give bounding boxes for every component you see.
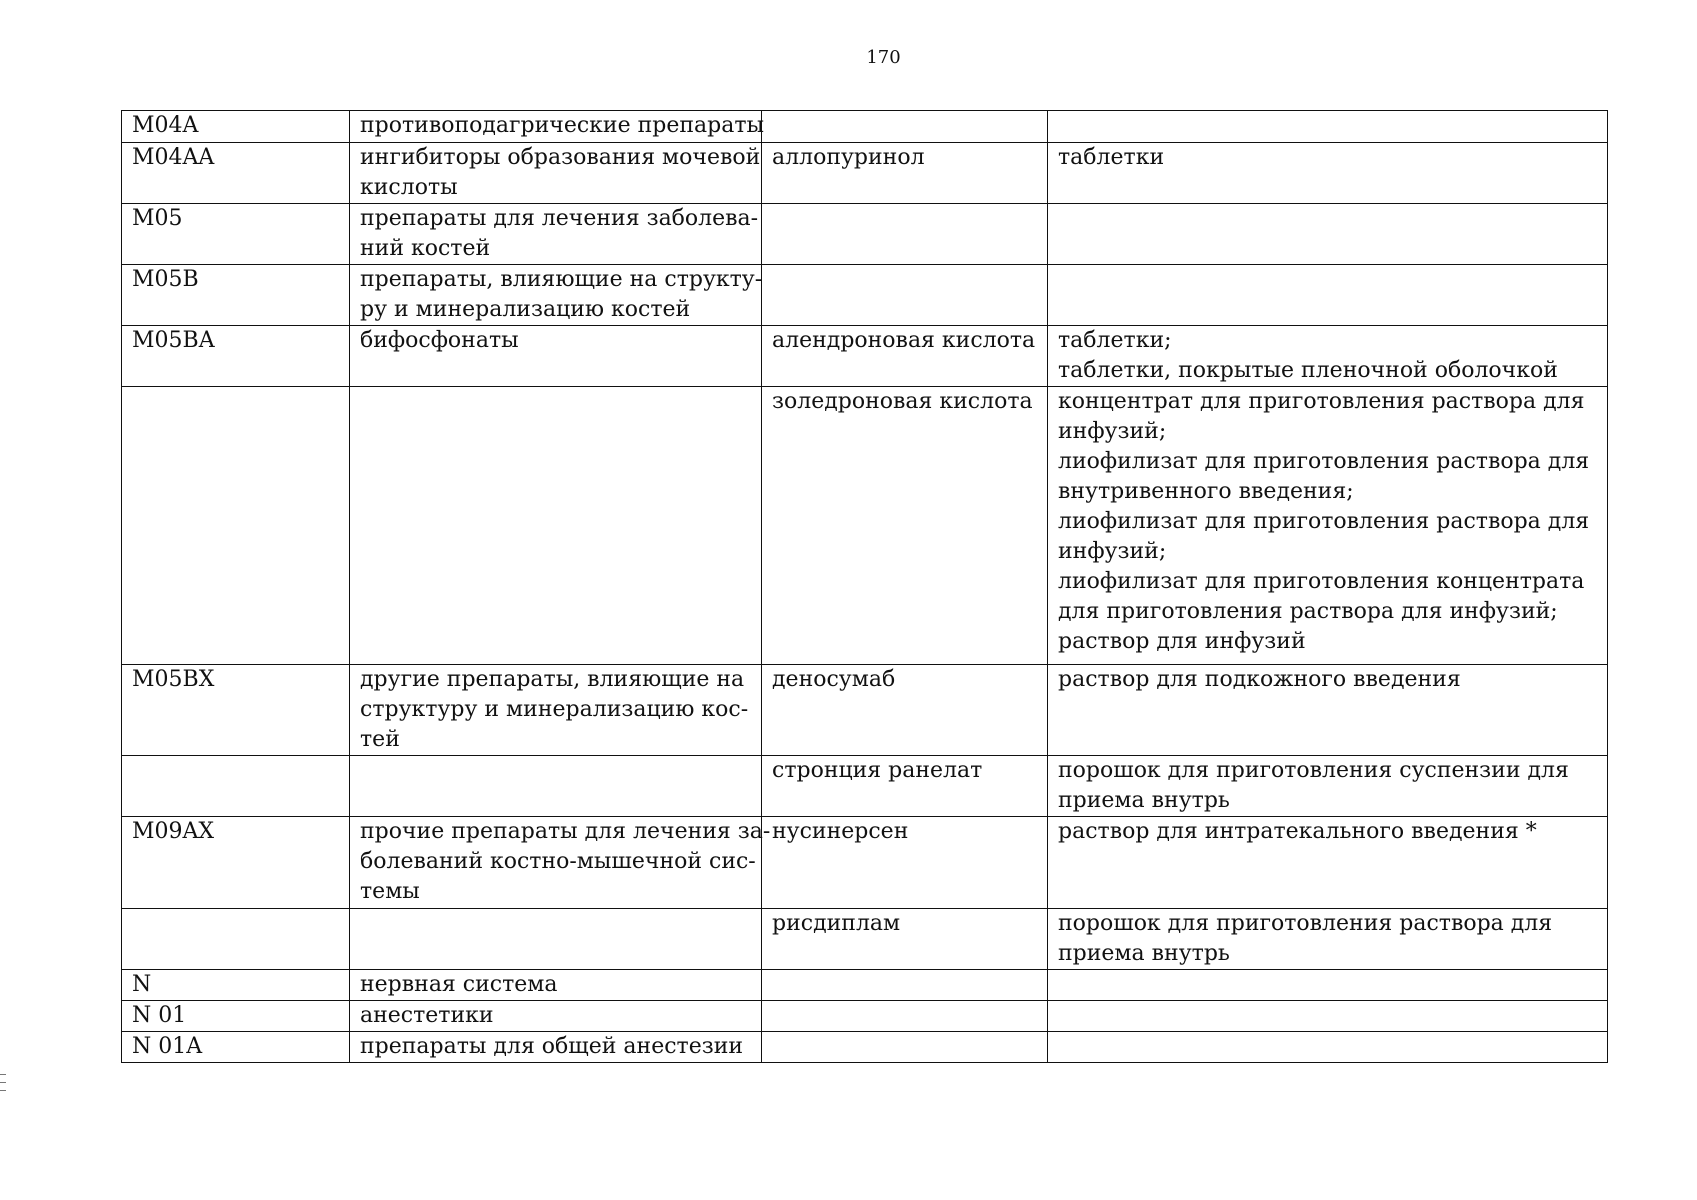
- dosage-form-line: лиофилизат для приготовления концентрата: [1058, 569, 1585, 594]
- atc-code-cell: M05B: [122, 265, 350, 326]
- dosage-form-line: таблетки;: [1058, 328, 1172, 353]
- table-row: [122, 204, 1608, 265]
- table-row: [122, 665, 1608, 756]
- group-text-line: кислоты: [360, 175, 458, 200]
- table-row: [122, 909, 1608, 970]
- dosage-form-line: порошок для приготовления раствора для: [1058, 911, 1553, 936]
- group-text-line: прочие препараты для лечения за-: [360, 819, 771, 844]
- atc-code-cell: M04A: [122, 111, 350, 143]
- dosage-form-line: приема внутрь: [1058, 788, 1230, 813]
- dosage-form-cell: [1048, 970, 1608, 1001]
- dosage-form-line: инфузий;: [1058, 539, 1167, 564]
- scan-edge-mark: [0, 1082, 6, 1083]
- group-text-line: препараты для общей анестезии: [360, 1034, 744, 1059]
- dosage-form-line: концентрат для приготовления раствора для: [1058, 389, 1585, 414]
- atc-code-cell: N 01: [122, 1001, 350, 1032]
- group-text-line: тей: [360, 727, 400, 752]
- dosage-form-cell: [1048, 143, 1608, 204]
- dosage-form-line: для приготовления раствора для инфузий;: [1058, 599, 1558, 624]
- anatomical-therapeutic-group-cell: [350, 1001, 762, 1032]
- dosage-form-line: раствор для инфузий: [1058, 629, 1306, 654]
- table-row: [122, 817, 1608, 909]
- drug-name-cell: алендроновая кислота: [762, 326, 1048, 387]
- group-text-line: ний костей: [360, 236, 491, 261]
- table-row: [122, 265, 1608, 326]
- drug-name-cell: нусинерсен: [762, 817, 1048, 909]
- anatomical-therapeutic-group-cell: [350, 665, 762, 756]
- dosage-form-cell: [1048, 204, 1608, 265]
- drug-name-cell: [762, 111, 1048, 143]
- drug-name-cell: [762, 265, 1048, 326]
- page-number: 170: [866, 47, 901, 68]
- atc-code-cell: M05BX: [122, 665, 350, 756]
- anatomical-therapeutic-group-cell: [350, 111, 765, 143]
- table-row: [122, 1001, 1608, 1032]
- dosage-form-cell: [1048, 1001, 1608, 1032]
- atc-code-cell: M04AA: [122, 143, 350, 204]
- atc-code-cell: [122, 387, 350, 665]
- table-body: [122, 111, 1608, 1063]
- anatomical-therapeutic-group-cell: [350, 204, 762, 265]
- group-text-line: другие препараты, влияющие на: [360, 667, 745, 692]
- group-text-line: противоподагрические препараты: [360, 113, 765, 138]
- atc-code-cell: M09AX: [122, 817, 350, 909]
- dosage-form-cell: [1048, 909, 1608, 970]
- drug-name-cell: аллопуринол: [762, 143, 1048, 204]
- drug-classification-table: [121, 110, 1608, 1063]
- dosage-form-cell: [1048, 817, 1608, 909]
- group-text-line: ру и минерализацию костей: [360, 297, 691, 322]
- dosage-form-line: таблетки, покрытые пленочной оболочкой: [1058, 358, 1558, 383]
- dosage-form-cell: [1048, 756, 1608, 817]
- drug-name-cell: [762, 204, 1048, 265]
- dosage-form-line: внутривенного введения;: [1058, 479, 1354, 504]
- dosage-form-cell: [1048, 665, 1608, 756]
- group-text-line: темы: [360, 879, 420, 904]
- drug-name-cell: деносумаб: [762, 665, 1048, 756]
- table-row: [122, 143, 1608, 204]
- table-row: [122, 970, 1608, 1001]
- dosage-form-line: приема внутрь: [1058, 941, 1230, 966]
- anatomical-therapeutic-group-cell: [350, 143, 762, 204]
- anatomical-therapeutic-group-cell: [350, 265, 762, 326]
- anatomical-therapeutic-group-cell: [350, 909, 762, 970]
- anatomical-therapeutic-group-cell: [350, 1032, 762, 1063]
- group-text-line: препараты, влияющие на структу-: [360, 267, 763, 292]
- group-text-line: нервная система: [360, 972, 558, 997]
- dosage-form-line: раствор для подкожного введения: [1058, 667, 1461, 692]
- atc-code-cell: M05BA: [122, 326, 350, 387]
- group-text-line: анестетики: [360, 1003, 494, 1028]
- dosage-form-cell: [1048, 1032, 1608, 1063]
- group-text-line: бифосфонаты: [360, 328, 519, 353]
- anatomical-therapeutic-group-cell: [350, 387, 762, 665]
- group-text-line: ингибиторы образования мочевой: [360, 145, 761, 170]
- group-text-line: структуру и минерализацию кос-: [360, 697, 749, 722]
- dosage-form-line: таблетки: [1058, 145, 1165, 170]
- table-row: [122, 387, 1608, 665]
- atc-code-cell: [122, 756, 350, 817]
- group-text-line: препараты для лечения заболева-: [360, 206, 759, 231]
- dosage-form-line: раствор для интратекального введения *: [1058, 819, 1537, 844]
- drug-name-cell: золедроновая кислота: [762, 387, 1048, 665]
- table-row: [122, 1032, 1608, 1063]
- table-row: [122, 756, 1608, 817]
- drug-name-cell: рисдиплам: [762, 909, 1048, 970]
- dosage-form-cell: [1048, 326, 1608, 387]
- drug-name-cell: [762, 1032, 1048, 1063]
- table-row: [122, 326, 1608, 387]
- drug-name-cell: [762, 1001, 1048, 1032]
- scan-edge-mark: [0, 1090, 6, 1091]
- drug-name-cell: [762, 970, 1048, 1001]
- scan-edge-mark: [0, 1074, 6, 1075]
- anatomical-therapeutic-group-cell: [350, 817, 771, 909]
- dosage-form-cell: [1048, 387, 1608, 665]
- dosage-form-line: лиофилизат для приготовления раствора для: [1058, 509, 1590, 534]
- atc-code-cell: N 01A: [122, 1032, 350, 1063]
- drug-name-cell: стронция ранелат: [762, 756, 1048, 817]
- anatomical-therapeutic-group-cell: [350, 970, 762, 1001]
- dosage-form-cell: [1048, 265, 1608, 326]
- dosage-form-line: лиофилизат для приготовления раствора для: [1058, 449, 1590, 474]
- atc-code-cell: N: [122, 970, 350, 1001]
- dosage-form-line: инфузий;: [1058, 419, 1167, 444]
- table-row: [122, 111, 1608, 143]
- group-text-line: болеваний костно-мышечной сис-: [360, 849, 756, 874]
- anatomical-therapeutic-group-cell: [350, 326, 762, 387]
- atc-code-cell: M05: [122, 204, 350, 265]
- anatomical-therapeutic-group-cell: [350, 756, 762, 817]
- dosage-form-cell: [1048, 111, 1608, 143]
- atc-code-cell: [122, 909, 350, 970]
- dosage-form-line: порошок для приготовления суспензии для: [1058, 758, 1569, 783]
